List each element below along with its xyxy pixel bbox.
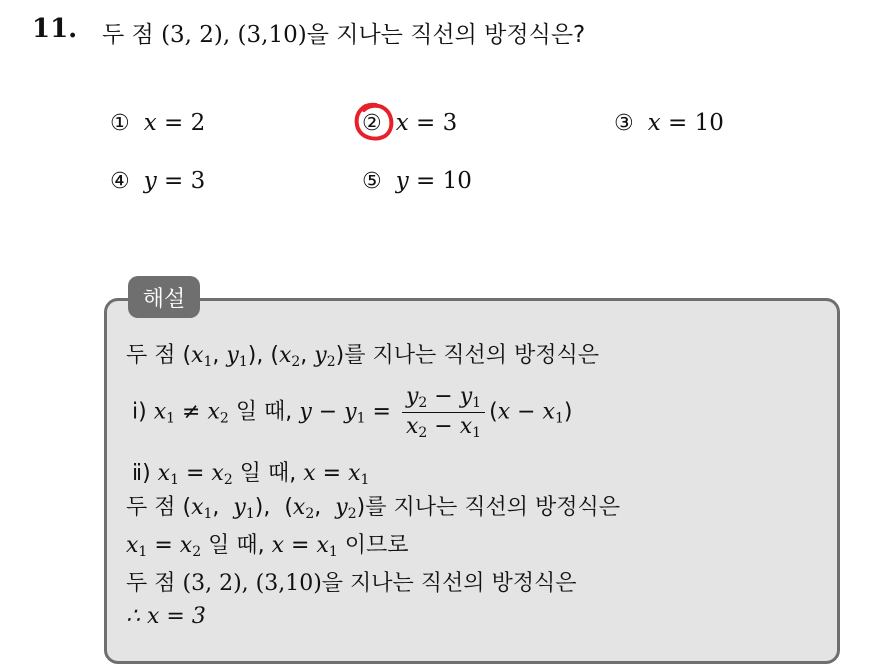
explanation-line-6: 두 점 (3, 2), (3,10)을 지나는 직선의 방정식은 [126, 571, 577, 596]
choice-4[interactable] [110, 168, 205, 194]
choice-number: ② [362, 111, 382, 136]
choice-number: ③ [614, 111, 634, 136]
choice-number: ① [110, 111, 130, 136]
choice-expression: y = 3 [143, 168, 206, 194]
question-point-1: (3, 2), [161, 22, 231, 48]
choice-expression: x = 10 [647, 110, 724, 136]
question-prefix: 두 점 [102, 22, 154, 48]
explanation-line-1: 두 점 ($x_1$, $y_1$), ($x_2$, $y_2$)를 지나는 직선의 방정식은 [126, 343, 599, 370]
explanation-line-4: 두 점 ($x_1$, $y_1$), ($x_2$, $y_2$)를 지나는 직선의 방정식은 [126, 495, 620, 522]
explanation-conclusion: ∴ x = 3 [126, 604, 206, 629]
choice-number: ④ [110, 169, 130, 194]
question-point-2: (3,10) [237, 22, 307, 48]
answer-circle-mark [352, 100, 396, 144]
choice-expression: x = 3 [395, 110, 458, 136]
question-text [102, 16, 585, 49]
explanation-case-1: ⅰ) $x_1 \ne x_2$ 일 때, $y - y_1$ = $\frac{y_2 - y_1}{x_2 - x_1}$ $(x - x_1)$ [132, 384, 573, 441]
question-number: 11. [32, 14, 78, 44]
explanation-line-5: $x_1 = x_2$ 일 때, $x = x_1$ 이므로 [126, 533, 409, 560]
explanation-case-2: ⅱ) $x_1 = x_2$ 일 때, $x = x_1$ [132, 461, 370, 488]
choice-1[interactable] [110, 110, 205, 136]
explanation-tab: 해설 [128, 276, 200, 318]
choice-number: ⑤ [362, 169, 382, 194]
choice-5[interactable] [362, 168, 472, 194]
choice-3[interactable] [614, 110, 724, 136]
question-suffix: 을 지나는 직선의 방정식은? [306, 22, 586, 48]
choice-expression: x = 2 [143, 110, 206, 136]
choice-expression: y = 10 [395, 168, 472, 194]
